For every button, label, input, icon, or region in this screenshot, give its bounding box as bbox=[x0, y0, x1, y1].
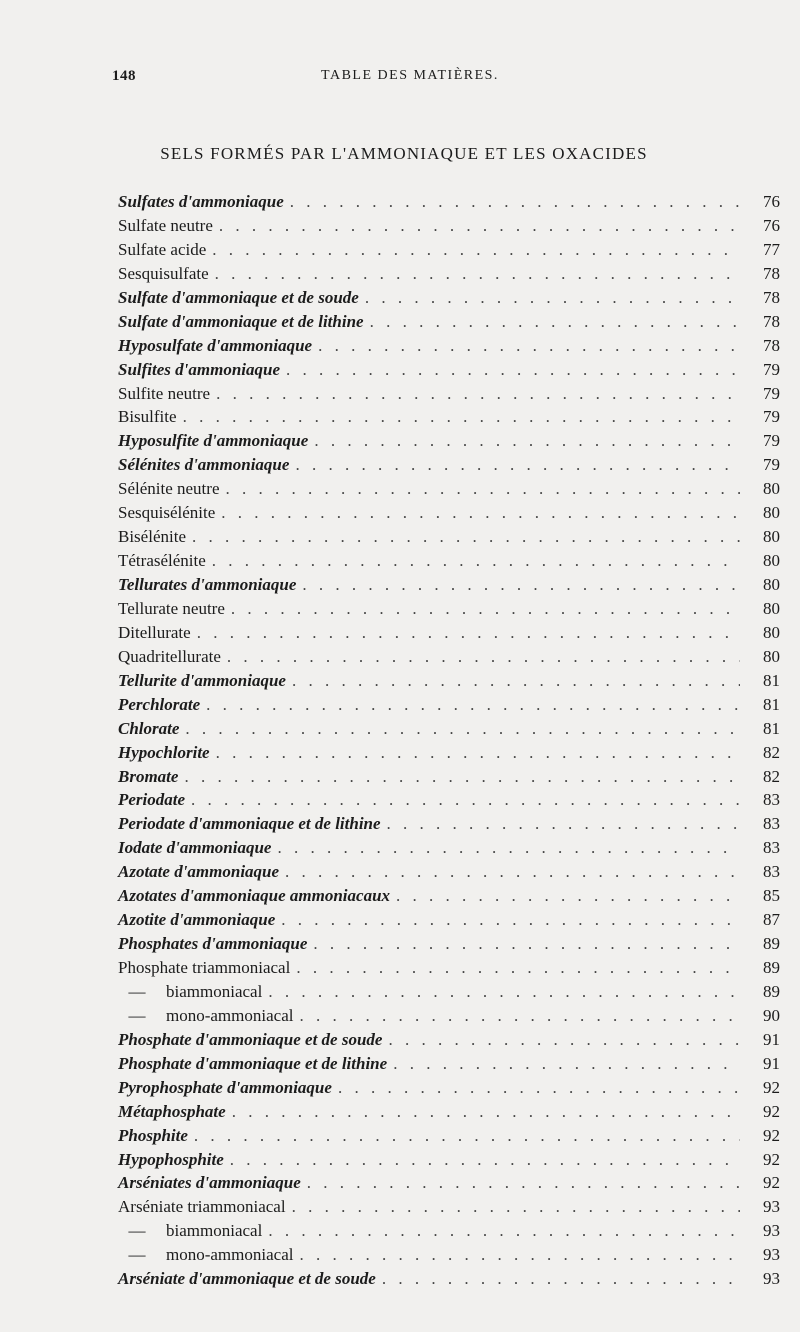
toc-entry-page: 80 bbox=[763, 503, 780, 523]
toc-entry bbox=[118, 501, 780, 525]
toc-entry-label: Sélénites d'ammoniaque bbox=[118, 455, 290, 475]
dot-leader bbox=[221, 501, 740, 525]
toc-entry bbox=[118, 238, 780, 262]
toc-entry-page: 78 bbox=[763, 263, 780, 283]
dot-leader bbox=[387, 812, 740, 836]
dot-leader bbox=[212, 238, 740, 262]
toc-entry bbox=[118, 358, 780, 382]
toc-entry-label bbox=[118, 1004, 293, 1028]
toc-entry bbox=[118, 884, 780, 908]
toc-entry-label: Phosphate d'ammoniaque et de lithine bbox=[118, 1053, 388, 1073]
toc-entry-label: Sulfate d'ammoniaque et de soude bbox=[118, 287, 359, 307]
toc-entry bbox=[118, 812, 780, 836]
toc-entry bbox=[118, 645, 780, 669]
toc-entry-page: 80 bbox=[763, 479, 780, 499]
toc-entry-label: Tellurite d'ammoniaque bbox=[118, 670, 286, 690]
toc-entry-label: Hypochlorite bbox=[118, 742, 210, 762]
page-header bbox=[112, 68, 708, 92]
toc-entry-label: Tétrasélénite bbox=[118, 551, 206, 571]
toc-entry bbox=[118, 310, 780, 334]
toc-entry-page: 92 bbox=[763, 1149, 780, 1169]
toc-entry-page: 93 bbox=[763, 1197, 780, 1217]
dot-leader bbox=[232, 1100, 740, 1124]
dot-leader bbox=[216, 382, 740, 406]
toc-entry-page: 92 bbox=[763, 1125, 780, 1145]
toc-entry-page: 81 bbox=[763, 694, 780, 714]
toc-entry bbox=[118, 1028, 780, 1052]
dot-leader bbox=[231, 597, 740, 621]
toc-entry-page: 80 bbox=[763, 598, 780, 618]
dot-leader bbox=[295, 453, 740, 477]
dot-leader bbox=[365, 286, 740, 310]
toc-entry bbox=[118, 190, 780, 214]
toc-entry-label: Bisulfite bbox=[118, 407, 177, 427]
toc-entry bbox=[118, 262, 780, 286]
toc-entry-page: 77 bbox=[763, 239, 780, 259]
toc-entry bbox=[118, 1195, 780, 1219]
dot-leader bbox=[296, 956, 740, 980]
toc-entry-label: Chlorate bbox=[118, 718, 180, 738]
toc-entry-label: Sulfate acide bbox=[118, 239, 207, 259]
dot-leader bbox=[313, 932, 740, 956]
dot-leader bbox=[382, 1267, 740, 1291]
toc-entry-page: 78 bbox=[763, 311, 780, 331]
toc-entry bbox=[118, 334, 780, 358]
toc-entry-label: Phosphite bbox=[118, 1125, 188, 1145]
toc-entry-label bbox=[118, 1243, 293, 1267]
toc-entry-label: Azotates d'ammoniaque ammoniacaux bbox=[118, 886, 391, 906]
toc-entry-page: 80 bbox=[763, 527, 780, 547]
toc-entry-label: Sélénite neutre bbox=[118, 479, 220, 499]
toc-entry-text: mono-ammoniacal bbox=[166, 1005, 294, 1025]
toc-entry bbox=[118, 477, 780, 501]
toc-entry-label: Sulfates d'ammoniaque bbox=[118, 192, 284, 211]
dot-leader bbox=[290, 190, 740, 214]
toc-entry bbox=[118, 717, 780, 741]
dot-leader bbox=[277, 836, 740, 860]
toc-entry-page: 80 bbox=[763, 622, 780, 642]
toc-entry bbox=[118, 788, 780, 812]
toc-entry-page: 83 bbox=[763, 838, 780, 858]
toc-entry-label: Periodate bbox=[118, 790, 186, 810]
toc-entry-page: 83 bbox=[763, 814, 780, 834]
toc-entry-label: Sulfite neutre bbox=[118, 383, 211, 403]
toc-entry-page: 83 bbox=[763, 790, 780, 810]
dot-leader bbox=[302, 573, 740, 597]
toc-entry-page: 89 bbox=[763, 981, 780, 1001]
toc-entry bbox=[118, 1267, 780, 1291]
toc-entry-label: Azotite d'ammoniaque bbox=[118, 910, 276, 930]
toc-entry-label: Ditellurate bbox=[118, 622, 191, 642]
dot-leader bbox=[307, 1171, 740, 1195]
toc-entry-label: Bisélénite bbox=[118, 527, 186, 547]
page-number: 148 bbox=[112, 68, 136, 84]
dot-leader bbox=[206, 693, 740, 717]
dot-leader bbox=[281, 908, 740, 932]
toc-entry-label: Quadritellurate bbox=[118, 646, 221, 666]
toc-entry-label: Sulfate neutre bbox=[118, 215, 213, 235]
toc-entry bbox=[118, 908, 780, 932]
toc-entry-label: Hyposulfite d'ammoniaque bbox=[118, 431, 309, 451]
dot-leader bbox=[230, 1148, 740, 1172]
dot-leader bbox=[227, 645, 740, 669]
toc-entry-label: Sulfites d'ammoniaque bbox=[118, 359, 280, 379]
toc-entry bbox=[118, 1243, 780, 1267]
dot-leader bbox=[184, 765, 740, 789]
toc-entry-page: 92 bbox=[763, 1101, 780, 1121]
toc-entry bbox=[118, 382, 780, 406]
section-title: SELS FORMÉS PAR L'AMMONIAQUE ET LES OXACIDES bbox=[160, 144, 648, 163]
ditto-dash: — bbox=[128, 1005, 146, 1025]
toc-entry-label: Sulfate d'ammoniaque et de lithine bbox=[118, 311, 364, 331]
toc-entry bbox=[118, 1148, 780, 1172]
toc-entry bbox=[118, 932, 780, 956]
toc-entry bbox=[118, 693, 780, 717]
toc-entry-label: Hyposulfate d'ammoniaque bbox=[118, 335, 313, 355]
dot-leader bbox=[299, 1243, 740, 1267]
toc-entry bbox=[118, 1076, 780, 1100]
toc-entry-page: 80 bbox=[763, 551, 780, 571]
toc-entry bbox=[118, 214, 780, 238]
toc-entry-page: 79 bbox=[763, 359, 780, 379]
dot-leader bbox=[318, 334, 740, 358]
toc-entry bbox=[118, 860, 780, 884]
toc-entry bbox=[118, 549, 780, 573]
toc-entry bbox=[118, 669, 780, 693]
toc-entry-page: 79 bbox=[763, 383, 780, 403]
toc-entry-page: 82 bbox=[763, 766, 780, 786]
ditto-dash: — bbox=[128, 1221, 146, 1241]
dot-leader bbox=[292, 669, 740, 693]
dot-leader bbox=[185, 717, 740, 741]
toc-entry-label: Sesquisulfate bbox=[118, 263, 209, 283]
toc-entry-label: Arséniates d'ammoniaque bbox=[118, 1173, 301, 1193]
toc-entry bbox=[118, 1100, 780, 1124]
table-of-contents bbox=[118, 190, 780, 1291]
toc-entry-label: Azotate d'ammoniaque bbox=[118, 862, 280, 882]
toc-entry-text: biammoniacal bbox=[166, 1221, 263, 1241]
toc-entry-page: 78 bbox=[763, 335, 780, 355]
dot-leader bbox=[192, 525, 740, 549]
toc-entry-page: 90 bbox=[763, 1005, 780, 1025]
toc-entry-label bbox=[118, 1219, 262, 1243]
toc-entry-page: 79 bbox=[763, 431, 780, 451]
toc-entry-page: 92 bbox=[763, 1173, 780, 1193]
toc-entry-label: Sesquisélénite bbox=[118, 503, 216, 523]
ditto-dash: — bbox=[128, 1245, 146, 1265]
dot-leader bbox=[191, 788, 740, 812]
toc-entry-label: Phosphates d'ammoniaque bbox=[118, 934, 308, 954]
toc-entry-page: 91 bbox=[763, 1029, 780, 1049]
dot-leader bbox=[268, 1219, 740, 1243]
toc-entry bbox=[118, 597, 780, 621]
dot-leader bbox=[285, 860, 740, 884]
dot-leader bbox=[286, 358, 740, 382]
toc-entry-page: 81 bbox=[763, 718, 780, 738]
toc-entry-label: Métaphosphate bbox=[118, 1101, 226, 1121]
toc-entry-page: 76 bbox=[763, 215, 780, 235]
toc-entry-page: 91 bbox=[763, 1053, 780, 1073]
toc-entry-page: 93 bbox=[763, 1245, 780, 1265]
dot-leader bbox=[314, 429, 740, 453]
toc-entry bbox=[118, 429, 780, 453]
toc-entry bbox=[118, 405, 780, 429]
ditto-dash: — bbox=[128, 981, 146, 1001]
toc-entry-label: Arséniate d'ammoniaque et de soude bbox=[118, 1269, 376, 1289]
toc-entry bbox=[118, 1052, 780, 1076]
toc-entry bbox=[118, 956, 780, 980]
toc-entry-page: 93 bbox=[763, 1221, 780, 1241]
toc-entry-text: mono-ammoniacal bbox=[166, 1245, 294, 1265]
toc-entry bbox=[118, 741, 780, 765]
toc-entry-page: 78 bbox=[763, 287, 780, 307]
toc-entry-label: Arséniate triammoniacal bbox=[118, 1197, 286, 1217]
toc-entry-page: 79 bbox=[763, 407, 780, 427]
toc-entry-page: 89 bbox=[763, 934, 780, 954]
toc-entry bbox=[118, 453, 780, 477]
dot-leader bbox=[183, 405, 740, 429]
toc-entry-page: 80 bbox=[763, 646, 780, 666]
toc-entry-label: Hypophosphite bbox=[118, 1149, 224, 1169]
dot-leader bbox=[299, 1004, 740, 1028]
dot-leader bbox=[216, 741, 740, 765]
toc-entry-label: Phosphate d'ammoniaque et de soude bbox=[118, 1029, 383, 1049]
toc-entry bbox=[118, 980, 780, 1004]
toc-entry-label: Tellurates d'ammoniaque bbox=[118, 575, 297, 594]
toc-entry-page: 87 bbox=[763, 910, 780, 930]
dot-leader bbox=[197, 621, 740, 645]
dot-leader bbox=[268, 980, 740, 1004]
toc-entry-label: Pyrophosphate d'ammoniaque bbox=[118, 1077, 332, 1097]
toc-entry-page: 80 bbox=[763, 575, 780, 594]
dot-leader bbox=[292, 1195, 740, 1219]
dot-leader bbox=[388, 1028, 740, 1052]
toc-entry-label: Tellurate neutre bbox=[118, 598, 225, 618]
toc-entry-page: 85 bbox=[763, 886, 780, 906]
toc-entry-page: 83 bbox=[763, 862, 780, 882]
dot-leader bbox=[338, 1076, 740, 1100]
dot-leader bbox=[194, 1124, 740, 1148]
toc-entry bbox=[118, 1124, 780, 1148]
toc-entry-label: Perchlorate bbox=[118, 694, 201, 714]
toc-entry bbox=[118, 1219, 780, 1243]
toc-entry bbox=[118, 1004, 780, 1028]
toc-entry-page: 93 bbox=[763, 1269, 780, 1289]
toc-entry-page: 81 bbox=[763, 670, 780, 690]
toc-entry-page: 79 bbox=[763, 455, 780, 475]
toc-entry-label: Iodate d'ammoniaque bbox=[118, 838, 272, 858]
running-title: TABLE DES MATIÈRES. bbox=[321, 68, 499, 83]
toc-entry-label bbox=[118, 980, 262, 1004]
dot-leader bbox=[370, 310, 740, 334]
toc-entry-label: Bromate bbox=[118, 766, 179, 786]
toc-entry-label: Periodate d'ammoniaque et de lithine bbox=[118, 814, 381, 834]
toc-entry-page: 76 bbox=[763, 192, 780, 211]
toc-entry-page: 89 bbox=[763, 958, 780, 977]
toc-entry bbox=[118, 525, 780, 549]
toc-entry bbox=[118, 573, 780, 597]
dot-leader bbox=[212, 549, 740, 573]
dot-leader bbox=[396, 884, 740, 908]
dot-leader bbox=[219, 214, 740, 238]
toc-entry bbox=[118, 621, 780, 645]
toc-entry-label: Phosphate triammoniacal bbox=[118, 958, 291, 977]
dot-leader bbox=[226, 477, 741, 501]
toc-entry bbox=[118, 765, 780, 789]
toc-entry-page: 82 bbox=[763, 742, 780, 762]
toc-entry-text: biammoniacal bbox=[166, 981, 263, 1001]
dot-leader bbox=[393, 1052, 740, 1076]
toc-entry bbox=[118, 836, 780, 860]
toc-entry-page: 92 bbox=[763, 1077, 780, 1097]
toc-entry bbox=[118, 1171, 780, 1195]
toc-entry bbox=[118, 286, 780, 310]
dot-leader bbox=[215, 262, 740, 286]
